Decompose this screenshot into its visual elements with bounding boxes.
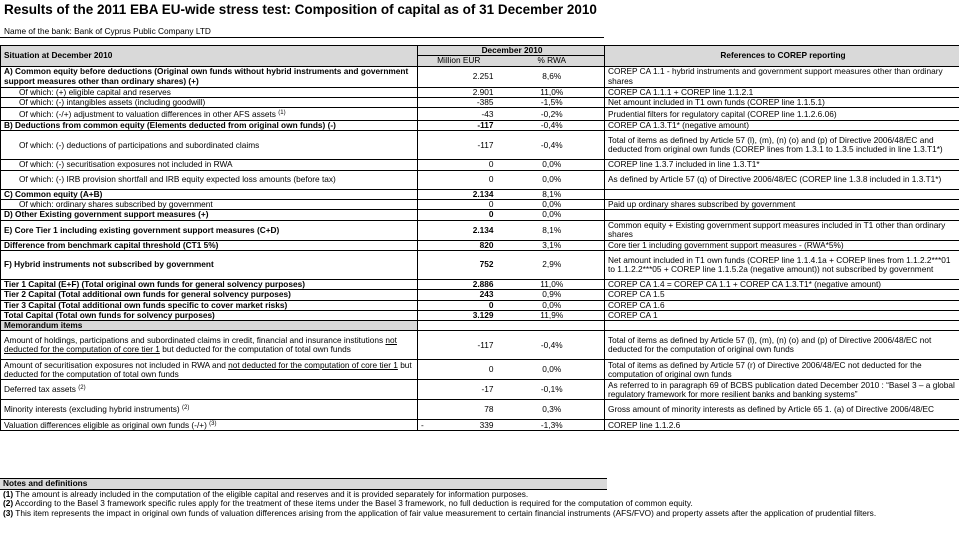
row-value: -117 — [418, 331, 498, 360]
table-row — [1, 279, 959, 289]
row-pct: 11,9% — [498, 310, 605, 320]
row-ref: Core tier 1 including government support measures - (RWA*5%) — [605, 240, 959, 250]
table-row — [1, 380, 959, 400]
row-value: -385 — [418, 97, 498, 107]
row-value: 0 — [418, 300, 498, 310]
table-row — [1, 310, 959, 320]
capital-table — [0, 45, 959, 431]
row-value: 0 — [418, 360, 498, 380]
note-1: (1) The amount is already included in the computation of the eligible capital and reserves and it is provided separately for information purposes. — [3, 488, 529, 499]
row-value: -17 — [418, 380, 498, 400]
row-label: Of which: (-) deductions of participations and subordinated claims — [1, 131, 418, 160]
row-value: 752 — [418, 250, 498, 279]
row-label: B) Deductions from common equity (Elements deducted from original own funds) (-) — [1, 121, 418, 131]
bank-underline — [0, 37, 604, 38]
table-row — [1, 97, 959, 107]
row-label: Of which: (+) eligible capital and reserves — [1, 87, 418, 97]
footnote-mark: (2) — [78, 385, 86, 392]
row-value: 78 — [418, 400, 498, 420]
row-ref: COREP CA 1.1 - hybrid instruments and government support measures other than ordinary shares — [605, 66, 959, 87]
row-pct: -0,4% — [498, 121, 605, 131]
memo-label: Deferred tax assets $^{(2)}$ — [1, 380, 418, 400]
table-row — [1, 170, 959, 189]
row-ref: COREP CA 1.4 = COREP CA 1.1 + COREP CA 1.3.T1* (negative amount) — [605, 279, 959, 289]
bank-name: Name of the bank: Bank of Cyprus Public Company LTD — [4, 26, 211, 36]
row-label: Of which: (-) IRB provision shortfall and IRB equity expected loss amounts (before tax) — [1, 170, 418, 189]
row-ref: Paid up ordinary shares subscribed by government — [605, 200, 959, 210]
row-pct: 0,9% — [498, 290, 605, 300]
row-value: -117 — [418, 131, 498, 160]
memo-label: Minority interests (excluding hybrid instruments) $^{(2)}$ — [1, 400, 418, 420]
row-label: Tier 1 Capital (E+F) (Total original own funds for general solvency purposes) — [1, 279, 418, 289]
dash-mark: - — [421, 419, 424, 430]
row-label: A) Common equity before deductions (Original own funds without hybrid instruments and government support measures other than ordinary shares) (+) — [1, 66, 418, 87]
row-ref: COREP CA 1.3.T1* (negative amount) — [605, 121, 959, 131]
memo-label: Valuation differences eligible as original own funds (-/+) $^{(3)}$ — [1, 420, 418, 431]
header-period: December 2010 — [418, 46, 605, 56]
row-ref — [605, 189, 959, 199]
row-ref: As defined by Article 57 (q) of Directive 2006/48/EC (COREP line 1.3.8 included in 1.3.T1*) — [605, 170, 959, 189]
row-pct: 0,0% — [498, 210, 605, 220]
row-value: 2.886 — [418, 279, 498, 289]
row-ref: Prudential filters for regulatory capital (COREP line 1.1.2.6.06) — [605, 108, 959, 121]
page-title: Results of the 2011 EBA EU-wide stress test: Composition of capital as of 31 December 2010 — [4, 2, 597, 17]
row-ref: Gross amount of minority interests as defined by Article 65 1. (a) of Directive 2006/48/EC — [605, 400, 959, 420]
row-pct: -1,3% — [498, 420, 605, 431]
row-value: 820 — [418, 240, 498, 250]
row-value: 2.134 — [418, 189, 498, 199]
row-value: 2.251 — [418, 66, 498, 87]
row-ref: COREP line 1.3.7 included in line 1.3.T1* — [605, 160, 959, 170]
table-row — [1, 87, 959, 97]
memo-label: Amount of securitisation exposures not included in RWA and not deducted for the computation of core tier 1 but deducted for the computation of total own funds — [1, 360, 418, 380]
row-label: Of which: (-) securitisation exposures not included in RWA — [1, 160, 418, 170]
row-value: 2.134 — [418, 220, 498, 240]
row-pct: -0,4% — [498, 131, 605, 160]
row-value: -117 — [418, 121, 498, 131]
header-situation: Situation at December 2010 — [1, 46, 418, 67]
row-pct: 8,6% — [498, 66, 605, 87]
table-row — [1, 121, 959, 131]
row-ref: Net amount included in T1 own funds (COREP line 1.1.4.1a + COREP lines from 1.1.2.2***01 to 1.1.2.2***05 + COREP line 1.1.5.2a (negative amount)) not subscribed by government — [605, 250, 959, 279]
row-pct: 0,0% — [498, 160, 605, 170]
row-pct: 0,0% — [498, 300, 605, 310]
row-label: Tier 3 Capital (Total additional own funds specific to cover market risks) — [1, 300, 418, 310]
row-pct: 3,1% — [498, 240, 605, 250]
row-pct: 8,1% — [498, 220, 605, 240]
memo-label: Amount of holdings, participations and subordinated claims in credit, financial and insurance institutions not deducted for the computation of core tier 1 but deducted for the computation of total own funds — [1, 331, 418, 360]
header-references: References to COREP reporting — [605, 46, 959, 67]
row-pct: -1,5% — [498, 97, 605, 107]
row-label: Difference from benchmark capital threshold (CT1 5%) — [1, 240, 418, 250]
row-ref: COREP line 1.1.2.6 — [605, 420, 959, 431]
notes-header: Notes and definitions — [0, 478, 607, 490]
table-row — [1, 66, 959, 87]
row-pct: -0,2% — [498, 108, 605, 121]
row-label: Total Capital (Total own funds for solvency purposes) — [1, 310, 418, 320]
table-row — [1, 240, 959, 250]
row-pct: 11,0% — [498, 279, 605, 289]
row-value: 0 — [418, 210, 498, 220]
row-label: Tier 2 Capital (Total additional own funds for general solvency purposes) — [1, 290, 418, 300]
table-row — [1, 331, 959, 360]
table-row — [1, 360, 959, 380]
row-value: 0 — [418, 200, 498, 210]
row-ref: Total of items as defined by Article 57 (r) of Directive 2006/48/EC not deducted for the computation of original own funds — [605, 360, 959, 380]
table-row — [1, 200, 959, 210]
footnote-mark: (2) — [182, 405, 190, 412]
row-label: E) Core Tier 1 including existing government support measures (C+D) — [1, 220, 418, 240]
table-row — [1, 131, 959, 160]
header-pct-rwa: % RWA — [498, 56, 605, 66]
memo-header: Memorandum items — [1, 321, 418, 331]
row-label: Of which: ordinary shares subscribed by government — [1, 200, 418, 210]
table-row — [1, 210, 959, 220]
row-value: 3.129 — [418, 310, 498, 320]
note-2: (2) According to the Basel 3 framework specific rules apply for the treatment of these items under the Basel 3 framework, no full deduction is required for the computation of common equity. — [3, 498, 693, 508]
table-row — [1, 290, 959, 300]
row-pct: -0,1% — [498, 380, 605, 400]
row-value: 243 — [418, 290, 498, 300]
row-pct: 0,0% — [498, 200, 605, 210]
row-pct: 0,3% — [498, 400, 605, 420]
row-ref: Net amount included in T1 own funds (COREP line 1.1.5.1) — [605, 97, 959, 107]
row-pct: -0,4% — [498, 331, 605, 360]
row-ref: Total of items as defined by Article 57 (l), (m), (n) (o) and (p) of Directive 2006/48/EC and deducted from original own funds (COREP lines from 1.3.1 to 1.3.5 included in line 1.3.T1*) — [605, 131, 959, 160]
table-row — [1, 300, 959, 310]
notes-section — [0, 478, 959, 518]
row-pct: 0,0% — [498, 170, 605, 189]
row-ref: As referred to in paragraph 69 of BCBS publication dated December 2010 : “Basel 3 – a global regulatory framework for more resilient banks and banking systems” — [605, 380, 959, 400]
footnote-mark: (3) — [209, 420, 217, 427]
row-ref: COREP CA 1 — [605, 310, 959, 320]
table-row — [1, 220, 959, 240]
note-3: (3) This item represents the impact in original own funds of valuation differences arising from the application of fair value measurement to certain financial instruments (AFS/FVO) and property assets after the application of prudential filters. — [3, 507, 877, 518]
row-ref: COREP CA 1.1.1 + COREP line 1.1.2.1 — [605, 87, 959, 97]
row-pct: 8,1% — [498, 189, 605, 199]
row-ref — [605, 210, 959, 220]
row-label: Of which: (-) intangibles assets (including goodwill) — [1, 97, 418, 107]
row-pct: 11,0% — [498, 87, 605, 97]
table-row — [1, 108, 959, 121]
row-ref: COREP CA 1.5 — [605, 290, 959, 300]
row-ref: Common equity + Existing government support measures included in T1 other than ordinary shares — [605, 220, 959, 240]
footnote-mark: (1) — [278, 109, 286, 116]
row-value: 0 — [418, 170, 498, 189]
row-value: - 339 — [418, 420, 498, 431]
table-row — [1, 250, 959, 279]
header-million-eur: Million EUR — [418, 56, 498, 66]
row-ref: COREP CA 1.6 — [605, 300, 959, 310]
row-label: D) Other Existing government support measures (+) — [1, 210, 418, 220]
table-row — [1, 160, 959, 170]
table-row — [1, 400, 959, 420]
row-value: 2.901 — [418, 87, 498, 97]
table-row — [1, 189, 959, 199]
row-pct: 0,0% — [498, 360, 605, 380]
row-label: F) Hybrid instruments not subscribed by government — [1, 250, 418, 279]
row-ref: Total of items as defined by Article 57 (l), (m), (n) (o) and (p) of Directive 2006/48/EC not deducted for the computation of original own funds — [605, 331, 959, 360]
row-label: C) Common equity (A+B) — [1, 189, 418, 199]
table-row — [1, 420, 959, 431]
row-label: Of which: (-/+) adjustment to valuation differences in other AFS assets $^{(1)}$ — [1, 108, 418, 121]
row-value: 0 — [418, 160, 498, 170]
row-pct: 2,9% — [498, 250, 605, 279]
row-value: -43 — [418, 108, 498, 121]
